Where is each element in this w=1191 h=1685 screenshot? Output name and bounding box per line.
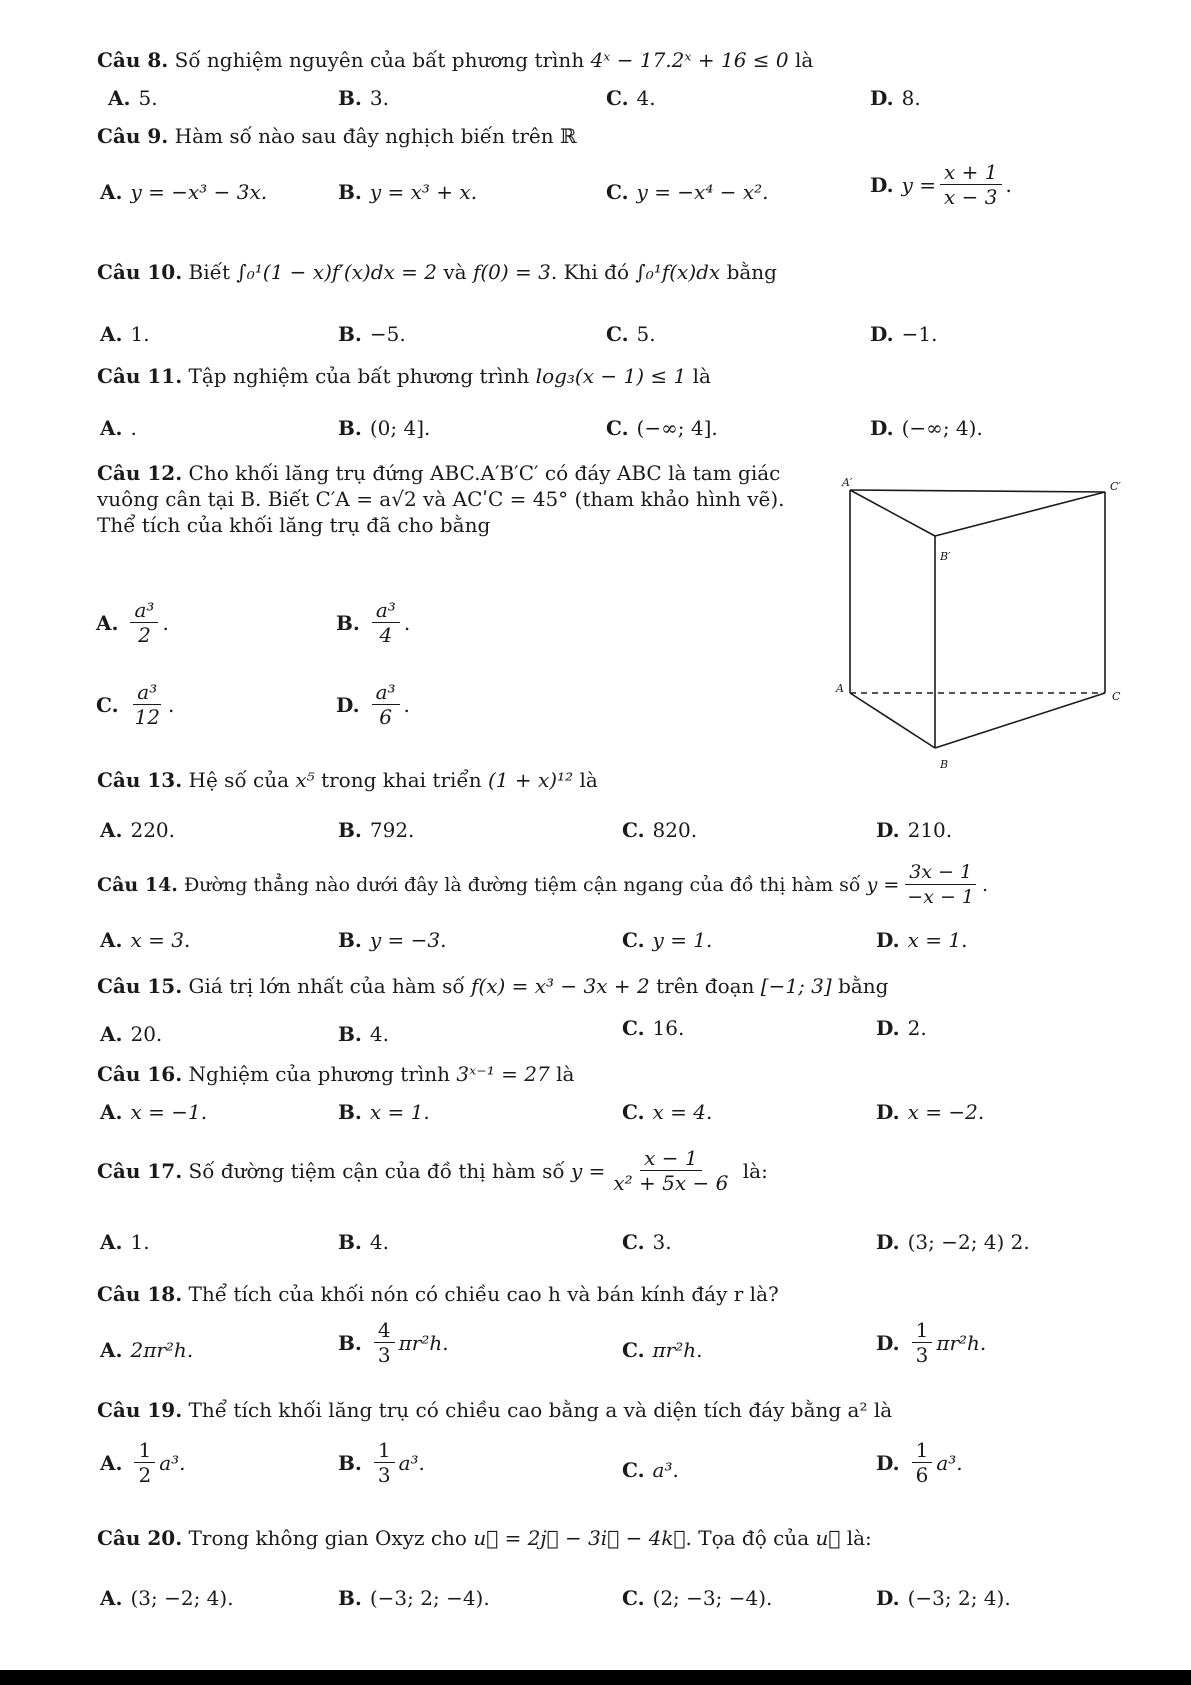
- question-20: Câu 20. Trong không gian Oxyz cho u⃗ = 2j⃗ − 3i⃗ − 4k⃗. Tọa độ của u⃗ là:: [97, 1526, 872, 1550]
- vertex-b: B: [940, 758, 949, 771]
- option-d[interactable]: D. (3; −2; 4) 2.: [876, 1230, 1030, 1254]
- option-c[interactable]: C. 4.: [606, 86, 656, 110]
- option-c[interactable]: C. y = 1.: [622, 928, 713, 952]
- vertex-a1: A′: [842, 478, 853, 489]
- question-label: Câu 11.: [97, 364, 183, 388]
- question-label: Câu 18.: [97, 1282, 183, 1306]
- question-10: Câu 10. Biết ∫₀¹(1 − x)f′(x)dx = 2 và f(0) = 3. Khi đó ∫₀¹f(x)dx bằng: [97, 260, 777, 284]
- fraction: $\frac{x - 1}{\text{x² + 5x − 6}}$: [613, 1146, 729, 1195]
- question-13: Câu 13. Hệ số của x⁵ trong khai triển (1 + x)¹² là: [97, 768, 598, 792]
- option-b[interactable]: B. $\frac{4}{3}$ πr²h.: [338, 1318, 449, 1367]
- option-c[interactable]: C. y = −x⁴ − x².: [606, 180, 769, 204]
- option-c[interactable]: C. 5.: [606, 322, 656, 346]
- question-11: Câu 11. Tập nghiệm của bất phương trình log₃(x − 1) ≤ 1 là: [97, 364, 711, 388]
- question-label: Câu 12.: [97, 461, 183, 485]
- option-b[interactable]: B. 4.: [338, 1022, 389, 1046]
- option-d[interactable]: D. (−∞; 4).: [870, 416, 983, 440]
- edge-a1c1: [850, 490, 1105, 492]
- vertex-b1: B′: [940, 550, 951, 563]
- fraction: $\frac{1}{3}$: [912, 1318, 933, 1367]
- fraction: $\frac{1}{3}$: [374, 1438, 395, 1487]
- option-b[interactable]: B. x = 1.: [338, 1100, 430, 1124]
- fraction: $\frac{\text{a³}}{12}$: [134, 680, 160, 729]
- question-label: Câu 8.: [97, 48, 169, 72]
- integral-expression: ∫₀¹f(x)dx: [635, 260, 721, 284]
- fraction: $\frac{\text{a³}}{6}$: [372, 680, 400, 729]
- question-16: Câu 16. Nghiệm của phương trình 3ˣ⁻¹ = 27 là: [97, 1062, 575, 1086]
- option-c[interactable]: C. x = 4.: [622, 1100, 713, 1124]
- option-d[interactable]: D. 210.: [876, 818, 953, 842]
- edge-a1b1: [850, 490, 935, 536]
- option-d[interactable]: D. x = −2.: [876, 1100, 985, 1124]
- fraction: $\frac{1}{6}$: [912, 1438, 933, 1487]
- option-b[interactable]: B. (−3; 2; −4).: [338, 1586, 490, 1610]
- question-18: Câu 18. Thể tích của khối nón có chiều cao h và bán kính đáy r là?: [97, 1282, 779, 1306]
- question-expression: 4ˣ − 17.2ˣ + 16 ≤ 0: [590, 48, 789, 72]
- question-text: Hàm số nào sau đây nghịch biến trên ℝ: [174, 124, 577, 148]
- option-c[interactable]: C. (−∞; 4].: [606, 416, 718, 440]
- question-label: Câu 15.: [97, 974, 183, 998]
- option-d[interactable]: D. y = $\frac{x + 1}{x - 3}$ .: [870, 160, 1012, 209]
- option-b[interactable]: B. y = x³ + x.: [338, 180, 478, 204]
- option-d[interactable]: D. $\frac{1}{6}$ a³.: [876, 1438, 963, 1487]
- question-14: Câu 14. Đường thẳng nào dưới đây là đường tiệm cận ngang của đồ thị hàm số y = $\frac{3x - 1}{-x - 1}$ .: [97, 861, 989, 908]
- fraction: $\frac{x + 1}{x - 3}$: [940, 160, 1001, 209]
- option-b[interactable]: B. −5.: [338, 322, 406, 346]
- question-label: Câu 9.: [97, 124, 169, 148]
- question-label: Câu 20.: [97, 1526, 183, 1550]
- integral-expression: ∫₀¹(1 − x)f′(x)dx = 2: [236, 260, 437, 284]
- question-label: Câu 14.: [97, 873, 178, 896]
- option-c[interactable]: C. πr²h.: [622, 1338, 703, 1362]
- question-label: Câu 13.: [97, 768, 183, 792]
- vertex-c1: C′: [1110, 480, 1121, 493]
- vertex-c: C: [1112, 690, 1121, 703]
- option-a[interactable]: A. 5.: [108, 86, 158, 110]
- option-d[interactable]: D. $\frac{1}{3}$ πr²h.: [876, 1318, 987, 1367]
- option-b[interactable]: B. $\frac{1}{3}$ a³.: [338, 1438, 425, 1487]
- fraction: $\frac{3x - 1}{-x - 1}$: [903, 860, 978, 909]
- option-a[interactable]: A. 20.: [100, 1022, 163, 1046]
- option-c[interactable]: C. 16.: [622, 1016, 685, 1040]
- question-8: [97, 48, 813, 72]
- question-label: Câu 19.: [97, 1398, 183, 1422]
- question-17: Câu 17. Số đường tiệm cận của đồ thị hàm số y = $\frac{x - 1}{\text{x² + 5x − 6}}$ là:: [97, 1146, 768, 1195]
- option-d[interactable]: D. 2.: [876, 1016, 927, 1040]
- fraction: $\frac{4}{3}$: [374, 1318, 395, 1367]
- option-a[interactable]: A. y = −x³ − 3x.: [100, 180, 268, 204]
- fraction: $\frac{1}{2}$: [134, 1438, 155, 1487]
- question-text: Tập nghiệm của bất phương trình: [188, 364, 530, 388]
- option-b[interactable]: B. 4.: [338, 1230, 389, 1254]
- vertex-a: A: [836, 682, 844, 695]
- option-d[interactable]: D. x = 1.: [876, 928, 968, 952]
- fraction: $\frac{\text{a³}}{2}$: [130, 598, 158, 647]
- option-d[interactable]: D. (−3; 2; 4).: [876, 1586, 1011, 1610]
- option-a[interactable]: A. $\frac{\text{a³}}{2}$ .: [96, 598, 169, 647]
- option-d[interactable]: D. −1.: [870, 322, 938, 346]
- prism-figure: [830, 478, 1130, 778]
- option-c[interactable]: C. 3.: [622, 1230, 672, 1254]
- option-c[interactable]: C. (2; −3; −4).: [622, 1586, 773, 1610]
- option-b[interactable]: B. $\frac{\text{a³}}{4}$ .: [336, 598, 411, 647]
- edge-bc: [935, 693, 1105, 748]
- question-12: Câu 12. Cho khối lăng trụ đứng ABC.A′B′C′ có đáy ABC là tam giác vuông cân tại B. Biết C′A = a√2 và ACʹC = 45° (tham khảo hình vẽ). Thể tích của khối lăng trụ đã cho bằng: [97, 461, 785, 537]
- option-b[interactable]: B. y = −3.: [338, 928, 447, 952]
- question-label: Câu 17.: [97, 1158, 183, 1183]
- option-a[interactable]: A. 1.: [100, 1230, 150, 1254]
- option-c[interactable]: C. a³.: [622, 1458, 679, 1482]
- option-a[interactable]: A. 1.: [100, 322, 150, 346]
- edge-ab: [850, 693, 935, 748]
- bottom-border: [0, 1670, 1191, 1685]
- option-a[interactable]: A. (3; −2; 4).: [100, 1586, 234, 1610]
- edge-b1c1: [935, 492, 1105, 536]
- option-a[interactable]: A. 220.: [100, 818, 176, 842]
- option-b[interactable]: B. (0; 4].: [338, 416, 431, 440]
- question-19: Câu 19. Thể tích khối lăng trụ có chiều cao bằng a và diện tích đáy bằng a² là: [97, 1398, 893, 1422]
- question-label: Câu 10.: [97, 260, 183, 284]
- fraction: $\frac{\text{a³}}{4}$: [372, 598, 400, 647]
- question-text: Số nghiệm nguyên của bất phương trình: [174, 48, 585, 72]
- option-a[interactable]: A. $\frac{1}{2}$ a³.: [100, 1438, 186, 1487]
- option-d[interactable]: D. $\frac{\text{a³}}{6}$ .: [336, 680, 410, 729]
- question-15: Câu 15. Giá trị lớn nhất của hàm số f(x) = x³ − 3x + 2 trên đoạn [−1; 3] bằng: [97, 974, 889, 998]
- option-a[interactable]: A. .: [100, 416, 137, 440]
- option-b[interactable]: B. 792.: [338, 818, 415, 842]
- option-a[interactable]: A. x = −1.: [100, 1100, 208, 1124]
- question-label: Câu 16.: [97, 1062, 183, 1086]
- option-b[interactable]: B. 3.: [338, 86, 389, 110]
- question-tail: là: [794, 48, 814, 72]
- option-c[interactable]: C. $\frac{\text{a³}}{12}$ .: [96, 680, 175, 729]
- option-a[interactable]: A. x = 3.: [100, 928, 191, 952]
- option-c[interactable]: C. 820.: [622, 818, 698, 842]
- option-a[interactable]: A. 2πr²h.: [100, 1338, 194, 1362]
- question-text: Biết: [188, 260, 230, 284]
- question-9: [97, 124, 577, 148]
- option-d[interactable]: D. 8.: [870, 86, 921, 110]
